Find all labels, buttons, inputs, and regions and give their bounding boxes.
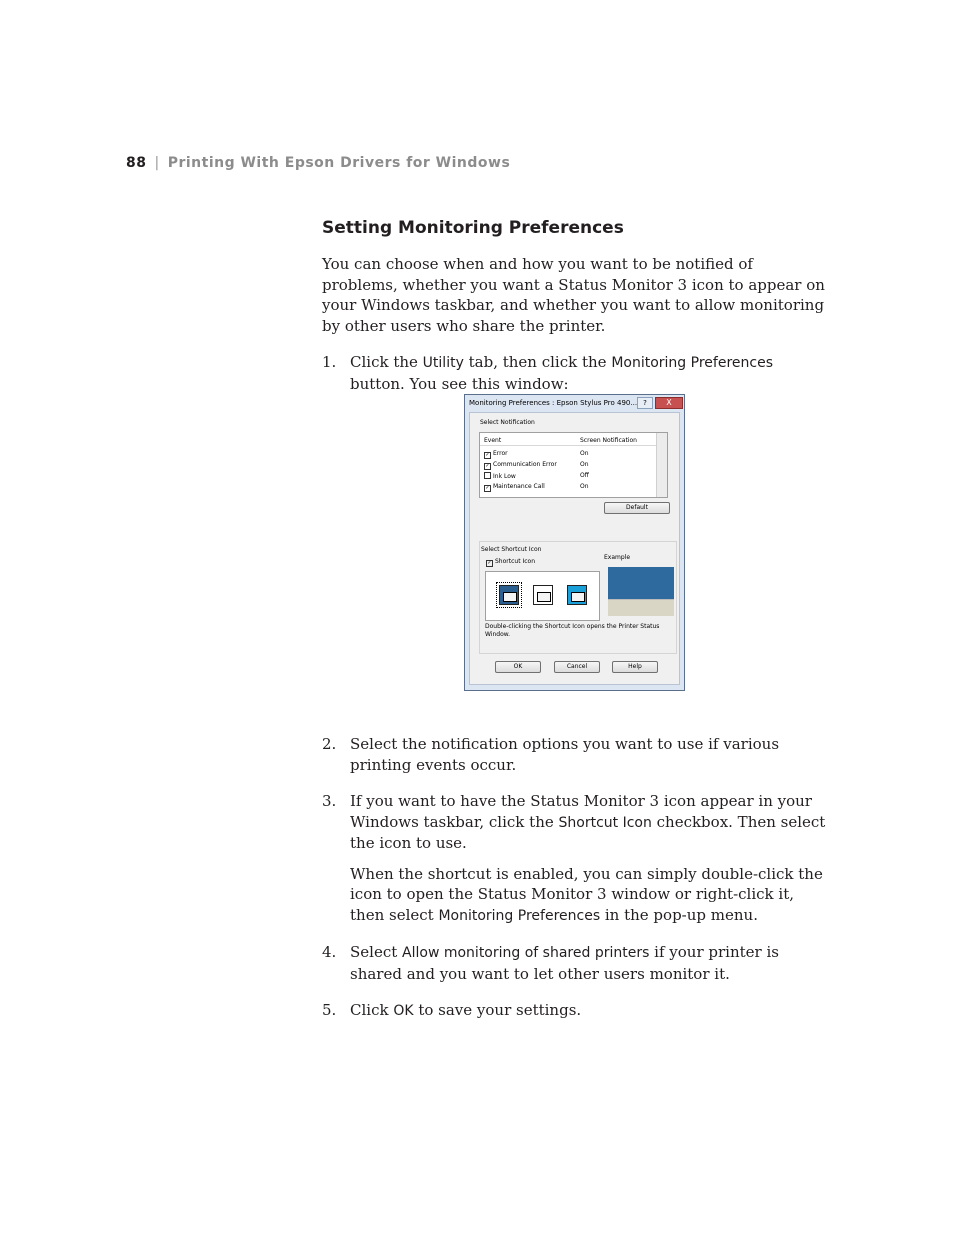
step-number: 1. (322, 353, 337, 371)
step-text: in the pop-up menu. (600, 905, 758, 924)
select-notification-label: Select Notification (480, 419, 535, 426)
step-text: tab, then click the (463, 353, 612, 371)
list-item[interactable] (484, 450, 589, 459)
ok-term: OK (393, 1003, 414, 1019)
checkbox[interactable] (484, 472, 491, 479)
monitoring-preferences-term: Monitoring Preferences (611, 355, 773, 371)
checkbox[interactable] (484, 463, 491, 470)
step-number: 5. (322, 1001, 337, 1019)
step-text: If you want to have the Status Monitor 3 icon appear in your Windows taskbar, click the (350, 792, 812, 831)
example-label: Example (604, 554, 631, 561)
step-1 (322, 352, 832, 394)
printer-icon-option[interactable] (567, 585, 587, 605)
check-icon: ✓ (485, 452, 490, 458)
cancel-button[interactable]: Cancel (554, 661, 600, 673)
shortcut-note: Double-clicking the Shortcut Icon opens the Printer Status Window. (485, 623, 660, 638)
screen-notification-column-header: Screen Notification (580, 437, 637, 444)
event-name: Communication Error (493, 461, 557, 468)
notification-value: Off (580, 472, 589, 479)
notification-value: On (580, 461, 589, 468)
intro-paragraph: You can choose when and how you want to be notified of problems, whether you want a Status Monitor 3 icon to appear on your Windows taskbar, and whether you want to allow monitoring by other users who share the printer. (322, 255, 825, 335)
dialog-body (469, 412, 680, 685)
shortcut-icon-option[interactable] (486, 558, 535, 567)
step-number: 4. (322, 943, 337, 961)
step-2 (322, 734, 832, 775)
example-taskbar (608, 599, 674, 616)
checkbox[interactable] (484, 485, 491, 492)
checkbox[interactable] (484, 452, 491, 459)
dialog-title: Monitoring Preferences : Epson Stylus Pro 490... (469, 399, 638, 407)
step-text: if your printer is shared and you want to let other users monitor it. (350, 943, 779, 983)
chapter-title: Printing With Epson Drivers for Windows (167, 155, 511, 171)
list-item[interactable] (484, 461, 589, 470)
step-text: Select the notification options you want to use if various printing events occur. (350, 735, 780, 774)
list-header (480, 433, 658, 446)
close-icon[interactable]: X (655, 397, 683, 409)
default-button[interactable]: Default (604, 502, 670, 514)
step-text: checkbox. Then select the icon to use. (350, 812, 826, 852)
icon-selector[interactable] (485, 571, 600, 621)
notification-list[interactable] (479, 432, 668, 498)
step-number: 2. (322, 735, 337, 753)
printer-icon (503, 592, 517, 602)
notification-value: On (580, 450, 589, 457)
allow-monitoring-term: Allow monitoring of shared printers (402, 945, 650, 961)
notification-value: On (580, 483, 589, 490)
printer-icon (537, 592, 551, 602)
step-text: button. You see this window: (350, 374, 569, 393)
shortcut-checkbox[interactable] (486, 560, 493, 567)
select-shortcut-label: Select Shortcut Icon (481, 546, 542, 553)
check-icon: ✓ (485, 485, 490, 491)
list-scrollbar[interactable] (656, 433, 667, 497)
monitoring-preferences-dialog (464, 394, 685, 691)
printer-icon-option[interactable] (499, 585, 519, 605)
printer-icon-option[interactable] (533, 585, 553, 605)
section-title: Setting Monitoring Preferences (322, 218, 624, 238)
event-column-header: Event (484, 437, 502, 444)
help-icon[interactable]: ? (637, 397, 653, 409)
running-header (126, 155, 510, 171)
list-item[interactable] (484, 483, 589, 492)
ok-button[interactable]: OK (495, 661, 541, 673)
step-3-note (322, 864, 832, 927)
step-3 (322, 791, 832, 854)
step-number: 3. (322, 792, 337, 810)
event-name: Ink Low (493, 473, 516, 480)
list-item[interactable] (484, 472, 589, 480)
step-text: to save your settings. (413, 1001, 582, 1019)
check-icon: ✓ (487, 560, 492, 566)
step-text: When the shortcut is enabled, you can simply double-click the icon to open the Status Monitor 3 window or right-click it, then select (350, 864, 823, 924)
printer-icon (571, 592, 585, 602)
page-number: 88 (126, 155, 147, 171)
step-text: Click the (350, 353, 423, 371)
monitoring-preferences-term: Monitoring Preferences (438, 907, 601, 924)
shortcut-icon-label: Shortcut Icon (495, 558, 536, 565)
header-separator: | (154, 155, 160, 171)
event-name: Maintenance Call (493, 483, 545, 490)
check-icon: ✓ (485, 463, 490, 469)
utility-term: Utility (422, 355, 464, 371)
help-button[interactable]: Help (612, 661, 658, 673)
step-4 (322, 942, 832, 984)
shortcut-icon-term: Shortcut Icon (558, 814, 652, 831)
example-preview (608, 567, 674, 599)
step-text: Click (350, 1001, 394, 1019)
step-text: Select (350, 943, 403, 961)
step-5 (322, 1000, 832, 1022)
event-name: Error (493, 450, 508, 457)
